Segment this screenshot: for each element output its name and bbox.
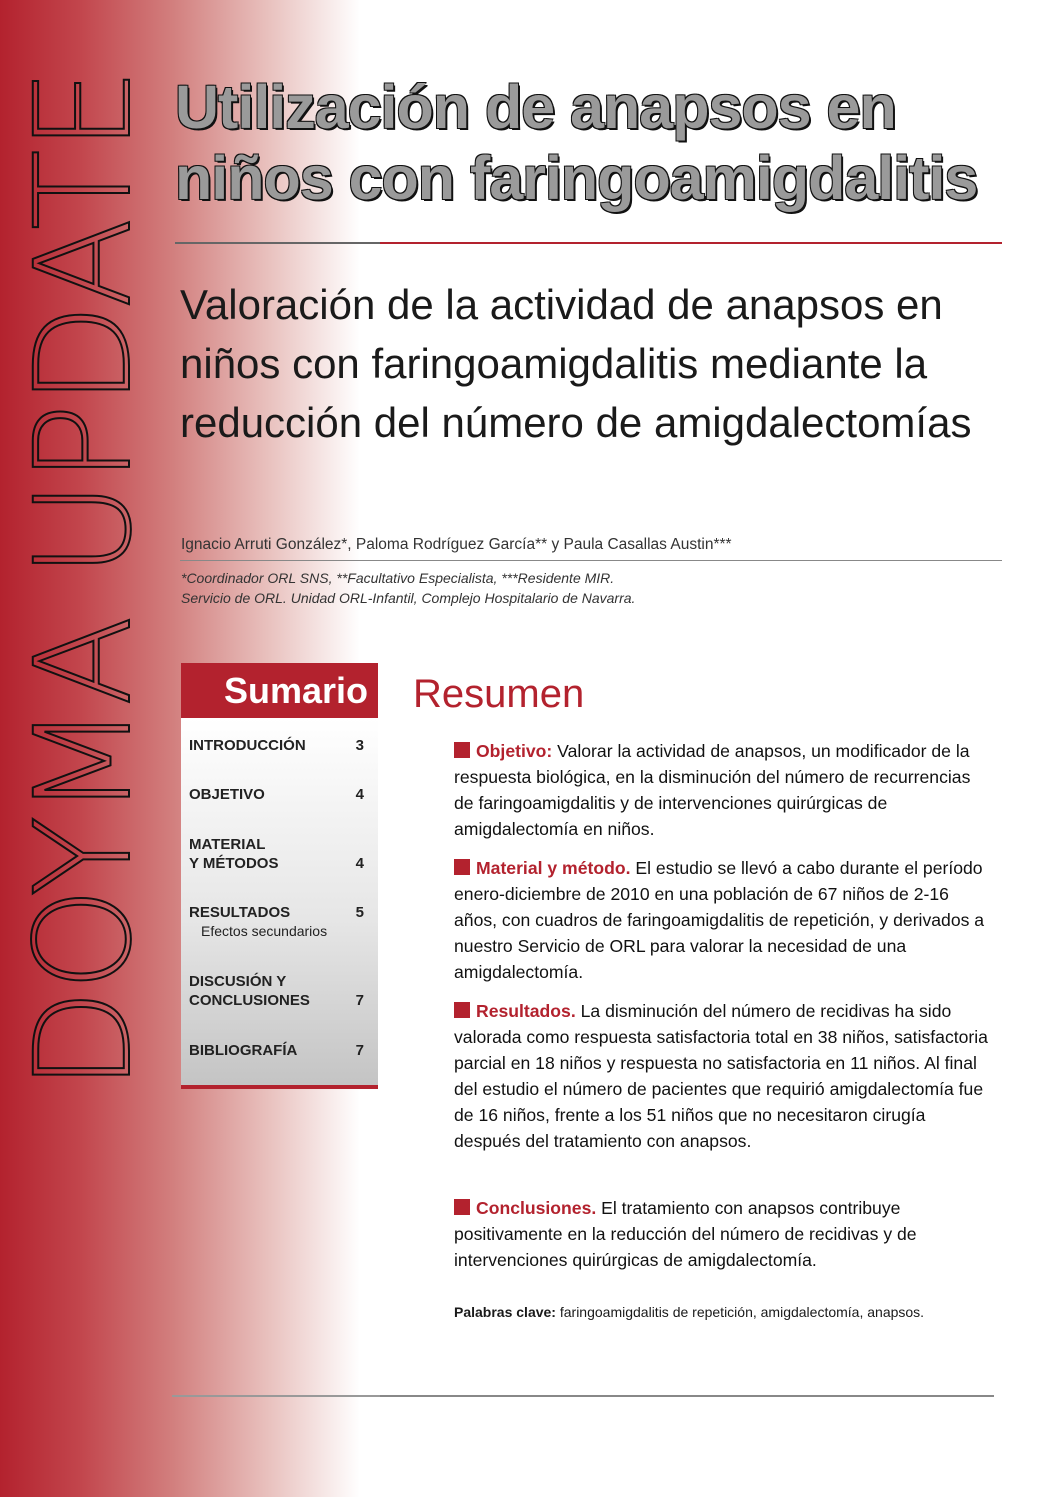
toc-label: RESULTADOS 5 <box>189 904 364 921</box>
toc-page: 5 <box>355 904 364 921</box>
toc-label: CONCLUSIONES <box>189 992 310 1009</box>
article-subtitle: Valoración de la actividad de anapsos en niños con faringoamigdalitis mediante la reducción del número de amigdalectomías <box>180 281 972 446</box>
authors: Ignacio Arruti González*, Paloma Rodríguez García** y Paula Casallas Austin*** <box>181 536 732 553</box>
toc-label: Y MÉTODOS <box>189 855 279 872</box>
section-text: La disminución del número de recidivas ha sido valorada como respuesta satisfactoria total en 38 niños, satisfactoria parcial en 18 niños y respuesta no satisfactoria en 11 niños. Al final del estudio el número de pacientes que requirió amigdalectomía fue de 16 niños, frente a los 51 niños que no necesitaron cirugía después del tratamiento con anapsos. <box>454 1001 988 1151</box>
sumario-heading: Sumario <box>181 663 378 718</box>
toc-page: 7 <box>355 992 364 1009</box>
section-text: El tratamiento con anapsos contribuye positivamente en la reducción del número de recidivas y de intervenciones quirúrgicas de amigdalectomía. <box>454 1198 917 1270</box>
authors-rule <box>180 560 1002 561</box>
keywords-label: Palabras clave: <box>454 1304 556 1320</box>
affiliation-line: *Coordinador ORL SNS, **Facultativo Especialista, ***Residente MIR. <box>181 570 615 586</box>
brand-wordmark: DOYMA UPDATE <box>7 70 161 1091</box>
toc-label: MATERIAL <box>189 836 266 853</box>
bullet-square-icon <box>454 1199 470 1215</box>
toc-label: OBJETIVO <box>189 786 265 803</box>
abstract-conclusiones <box>454 1195 994 1273</box>
footer-rule-left <box>172 1395 380 1397</box>
bullet-square-icon <box>454 859 470 875</box>
sumario-toc <box>181 718 378 1089</box>
section-text: Valorar la actividad de anapsos, un modificador de la respuesta biológica, en la disminución del número de recurrencias de faringoamigdalitis y de intervenciones quirúrgicas de amigdalectomía en niños. <box>454 741 971 839</box>
abstract-material <box>454 855 994 985</box>
toc-label: BIBLIOGRAFÍA <box>189 1042 298 1059</box>
toc-page: 7 <box>355 1042 364 1059</box>
toc-item-material-metodos[interactable] <box>189 835 364 873</box>
toc-item-objetivo[interactable] <box>189 785 364 804</box>
section-label: Objetivo: <box>476 741 553 761</box>
toc-label: DISCUSIÓN Y <box>189 973 287 990</box>
bullet-square-icon <box>454 742 470 758</box>
keywords <box>454 1303 974 1321</box>
title-rule-left <box>175 242 380 244</box>
toc-page: 3 <box>355 737 364 754</box>
resumen-heading: Resumen <box>413 672 585 716</box>
keywords-text: faringoamigdalitis de repetición, amigdalectomía, anapsos. <box>559 1304 925 1320</box>
toc-subitem: Efectos secundarios <box>201 923 328 939</box>
abstract-objetivo <box>454 738 994 842</box>
toc-item-resultados[interactable] <box>189 903 364 941</box>
toc-item-bibliografia[interactable] <box>189 1041 364 1060</box>
toc-page: 4 <box>355 855 364 872</box>
toc-item-discusion[interactable] <box>189 972 364 1010</box>
section-label: Material y método. <box>476 858 631 878</box>
bullet-square-icon <box>454 1002 470 1018</box>
title-rule <box>380 242 1002 244</box>
section-text: El estudio se llevó a cabo durante el período enero-diciembre de 2010 en una población de 67 niños de 2-16 años, con cuadros de faringoamigdalitis de repetición, y derivados a nuestro Servicio de ORL para valorar la necesidad de una amigdalectomía. <box>454 858 985 982</box>
section-label: Resultados. <box>476 1001 576 1021</box>
toc-item-introduccion[interactable] <box>189 736 364 755</box>
footer-rule <box>380 1395 994 1397</box>
abstract-resultados <box>454 998 994 1154</box>
affiliation-line: Servicio de ORL. Unidad ORL-Infantil, Complejo Hospitalario de Navarra. <box>181 590 636 607</box>
section-label: Conclusiones. <box>476 1198 597 1218</box>
toc-page: 4 <box>355 786 364 803</box>
affiliation <box>181 568 635 609</box>
toc-label: INTRODUCCIÓN <box>189 737 306 754</box>
article-title: Utilización de anapsos en niños con faringoamigdalitis <box>175 73 978 212</box>
